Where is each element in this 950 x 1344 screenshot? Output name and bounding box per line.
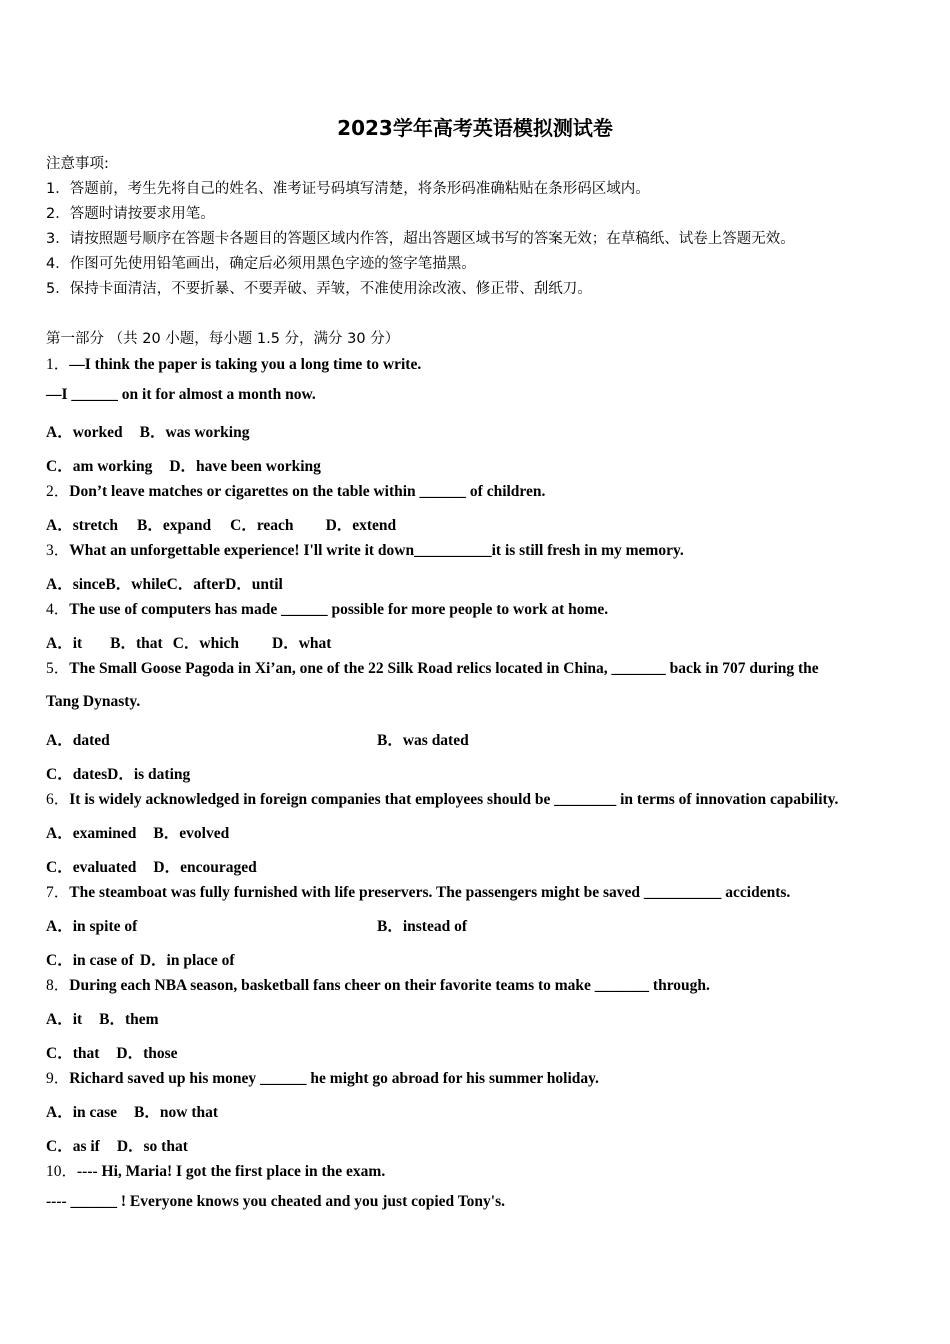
question-text: What an unforgettable experience! I'll write it down__________it is still fresh in my memory. xyxy=(69,542,684,559)
option-b[interactable]: B．was working xyxy=(139,424,250,441)
option-b[interactable]: B．evolved xyxy=(153,825,230,842)
question-1-reply: —I ______ on it for almost a month now. xyxy=(46,386,316,403)
option-c[interactable]: C．that xyxy=(46,1045,100,1062)
question-7 xyxy=(46,880,790,902)
question-number: 3． xyxy=(46,542,70,559)
option-c[interactable]: C．dates xyxy=(46,766,108,783)
options-row xyxy=(46,762,190,784)
option-d[interactable]: D．until xyxy=(225,576,283,593)
option-d[interactable]: D．those xyxy=(116,1045,178,1062)
options-row xyxy=(46,631,331,653)
question-number: 5． xyxy=(46,660,70,677)
option-c[interactable]: C．evaluated xyxy=(46,859,137,876)
notice-heading: 注意事项: xyxy=(46,156,109,172)
question-number: 4． xyxy=(46,601,70,618)
question-number: 8． xyxy=(46,977,70,994)
option-d[interactable]: D．in place of xyxy=(139,952,235,969)
option-d[interactable]: D．is dating xyxy=(107,766,191,783)
question-number: 1． xyxy=(46,356,70,373)
question-4 xyxy=(46,597,608,619)
question-text: Richard saved up his money ______ he might go abroad for his summer holiday. xyxy=(69,1070,599,1087)
question-6 xyxy=(46,787,838,809)
option-d[interactable]: D．encouraged xyxy=(153,859,257,876)
option-b[interactable]: B．instead of xyxy=(377,918,467,935)
option-a[interactable]: A．since xyxy=(46,576,106,593)
question-2 xyxy=(46,479,545,501)
option-c[interactable]: C．am working xyxy=(46,458,153,475)
options-row xyxy=(46,513,396,535)
question-text: —I think the paper is taking you a long time to write. xyxy=(69,356,422,373)
question-text: Don’t leave matches or cigarettes on the table within ______ of children. xyxy=(69,483,546,500)
notice-item: 1．答题前，考生先将自己的姓名、准考证号码填写清楚，将条形码准确粘贴在条形码区域内。 xyxy=(46,181,650,197)
options-row xyxy=(46,821,229,843)
section-heading: 第一部分 （共 20 小题，每小题 1.5 分，满分 30 分） xyxy=(46,331,400,347)
notice-item: 4．作图可先使用铅笔画出，确定后必须用黑色字迹的签字笔描黑。 xyxy=(46,256,476,272)
option-b[interactable]: B．was dated xyxy=(377,732,469,749)
option-b[interactable]: B．now that xyxy=(134,1104,219,1121)
question-10-reply: ---- ______ ! Everyone knows you cheated and you just copied Tony's. xyxy=(46,1193,506,1210)
question-text: ---- Hi, Maria! I got the first place in the exam. xyxy=(77,1163,386,1180)
options-row xyxy=(46,1100,218,1122)
question-text: During each NBA season, basketball fans cheer on their favorite teams to make _______ through. xyxy=(69,977,710,994)
question-text: It is widely acknowledged in foreign companies that employees should be ________ in terms of innovation capability. xyxy=(69,791,839,808)
options-row xyxy=(46,420,249,442)
question-8 xyxy=(46,973,710,995)
question-5 xyxy=(46,656,819,678)
options-row xyxy=(46,1007,159,1029)
options-row xyxy=(46,948,235,970)
option-c[interactable]: C．in case of xyxy=(46,952,134,969)
question-number: 9． xyxy=(46,1070,70,1087)
option-d[interactable]: D．have been working xyxy=(169,458,321,475)
option-a[interactable]: A．in case xyxy=(46,1104,118,1121)
question-number: 10． xyxy=(46,1163,78,1180)
notice-item: 3．请按照题号顺序在答题卡各题目的答题区域内作答，超出答题区域书写的答案无效；在草稿纸、试卷上答题无效。 xyxy=(46,231,795,247)
question-3 xyxy=(46,538,684,560)
options-row xyxy=(46,855,257,877)
option-b[interactable]: B．that xyxy=(110,635,163,652)
option-a[interactable]: A．it xyxy=(46,1011,83,1028)
options-row xyxy=(46,572,283,594)
option-b[interactable]: B．expand xyxy=(137,517,212,534)
option-c[interactable]: C．which xyxy=(172,635,240,652)
question-text: The use of computers has made ______ possible for more people to work at home. xyxy=(69,601,609,618)
question-text: The steamboat was fully furnished with life preservers. The passengers might be saved __________ accidents. xyxy=(69,884,791,901)
question-10 xyxy=(46,1159,385,1181)
option-d[interactable]: D．extend xyxy=(325,517,397,534)
notice-item: 2．答题时请按要求用笔。 xyxy=(46,206,215,222)
option-b[interactable]: B．while xyxy=(105,576,167,593)
option-d[interactable]: D．so that xyxy=(116,1138,188,1155)
option-a[interactable]: A．worked xyxy=(46,424,123,441)
question-1 xyxy=(46,352,421,374)
option-c[interactable]: C．reach xyxy=(230,517,294,534)
options-row xyxy=(46,1041,178,1063)
option-a[interactable]: A．examined xyxy=(46,825,137,842)
question-number: 7． xyxy=(46,884,70,901)
notice-item: 5．保持卡面清洁，不要折暴、不要弄破、弄皱，不准使用涂改液、修正带、刮纸刀。 xyxy=(46,281,592,297)
question-text: The Small Goose Pagoda in Xi’an, one of the 22 Silk Road relics located in China, _______ back in 707 during the xyxy=(69,660,819,677)
option-a[interactable]: A．in spite of xyxy=(46,918,138,935)
options-row xyxy=(46,454,321,476)
question-number: 6． xyxy=(46,791,70,808)
option-a[interactable]: A．stretch xyxy=(46,517,119,534)
options-row xyxy=(46,1134,188,1156)
option-c[interactable]: C．after xyxy=(166,576,226,593)
question-number: 2． xyxy=(46,483,70,500)
option-c[interactable]: C．as if xyxy=(46,1138,100,1155)
question-9 xyxy=(46,1066,599,1088)
option-d[interactable]: D．what xyxy=(272,635,332,652)
option-b[interactable]: B．them xyxy=(99,1011,159,1028)
question-5-continued: Tang Dynasty. xyxy=(46,693,141,710)
option-a[interactable]: A．it xyxy=(46,635,83,652)
page-title: 2023学年高考英语模拟测试卷 xyxy=(337,116,613,140)
option-a[interactable]: A．dated xyxy=(46,732,110,749)
